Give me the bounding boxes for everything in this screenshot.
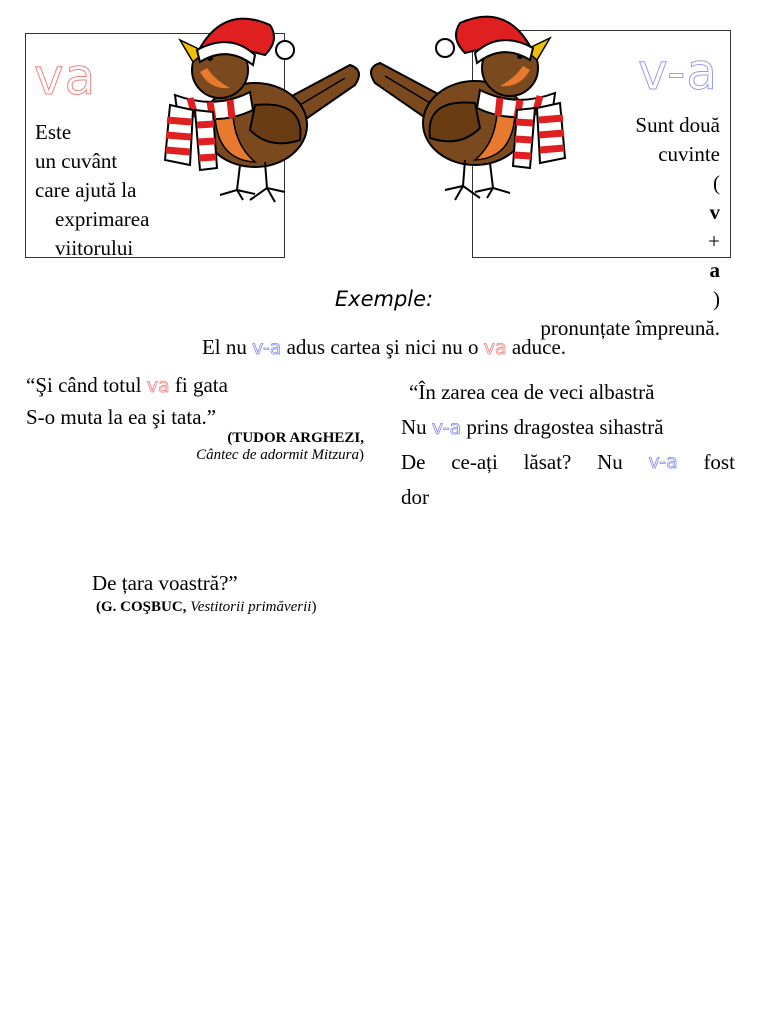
poem-line: “Şi când totul va fi gata — [26, 373, 228, 397]
examples-heading: Exemple: — [334, 287, 434, 311]
example-sentence: El nu v-a adus cartea şi nici nu o va aduce. — [201, 335, 567, 359]
v-a-def-line: cuvinte — [658, 142, 720, 166]
citation-author: (TUDOR ARGHEZI, — [227, 430, 364, 446]
va-def-line: care ajută la — [35, 178, 137, 202]
va-def-line: Este — [35, 120, 72, 144]
poem-line: “În zarea cea de veci albastră — [409, 380, 655, 404]
v-a-def-line: pronunțate împreună. — [540, 316, 720, 340]
v-a-highlight: v-a — [431, 417, 462, 439]
v-a-heading: v-a — [638, 43, 718, 101]
poem-line: dor — [401, 485, 429, 509]
v-a-highlight: v-a — [252, 337, 282, 359]
citation-work: Vestitorii primăverii — [190, 599, 312, 615]
robin-bird-right-icon — [365, 8, 575, 208]
arghezi-citation: (TUDOR ARGHEZI, Cântec de adormit Mitzura) — [196, 430, 364, 463]
poem-line: Nu v-a prins dragostea sihastră — [401, 415, 664, 439]
citation-work: Cântec de adormit Mitzura — [196, 447, 359, 463]
citation-author: (G. COŞBUC, — [96, 599, 191, 615]
va-highlight: va — [483, 337, 507, 359]
va-def-line: un cuvânt — [35, 149, 118, 173]
arghezi-poem — [26, 370, 228, 434]
poem-line: S-o muta la ea şi tata.” — [26, 405, 217, 429]
cosbuc-citation: (G. COŞBUC, Vestitorii primăverii) — [96, 599, 317, 615]
poem-line: De ce-ați lăsat? Nu v-a fost — [401, 446, 735, 481]
va-def-line: exprimarea — [55, 207, 150, 231]
va-definition-text — [35, 118, 149, 258]
v-a-def-line: Sunt două — [635, 113, 720, 137]
va-heading: va — [34, 48, 97, 106]
va-def-line: viitorului — [55, 236, 134, 258]
poem-line: De țara voastră?” — [92, 571, 238, 595]
v-a-formula: ( v + a ) — [708, 171, 720, 311]
va-highlight: va — [146, 375, 170, 397]
cosbuc-poem — [401, 376, 735, 516]
v-a-highlight: v-a — [648, 451, 678, 473]
robin-bird-left-icon — [155, 10, 365, 210]
